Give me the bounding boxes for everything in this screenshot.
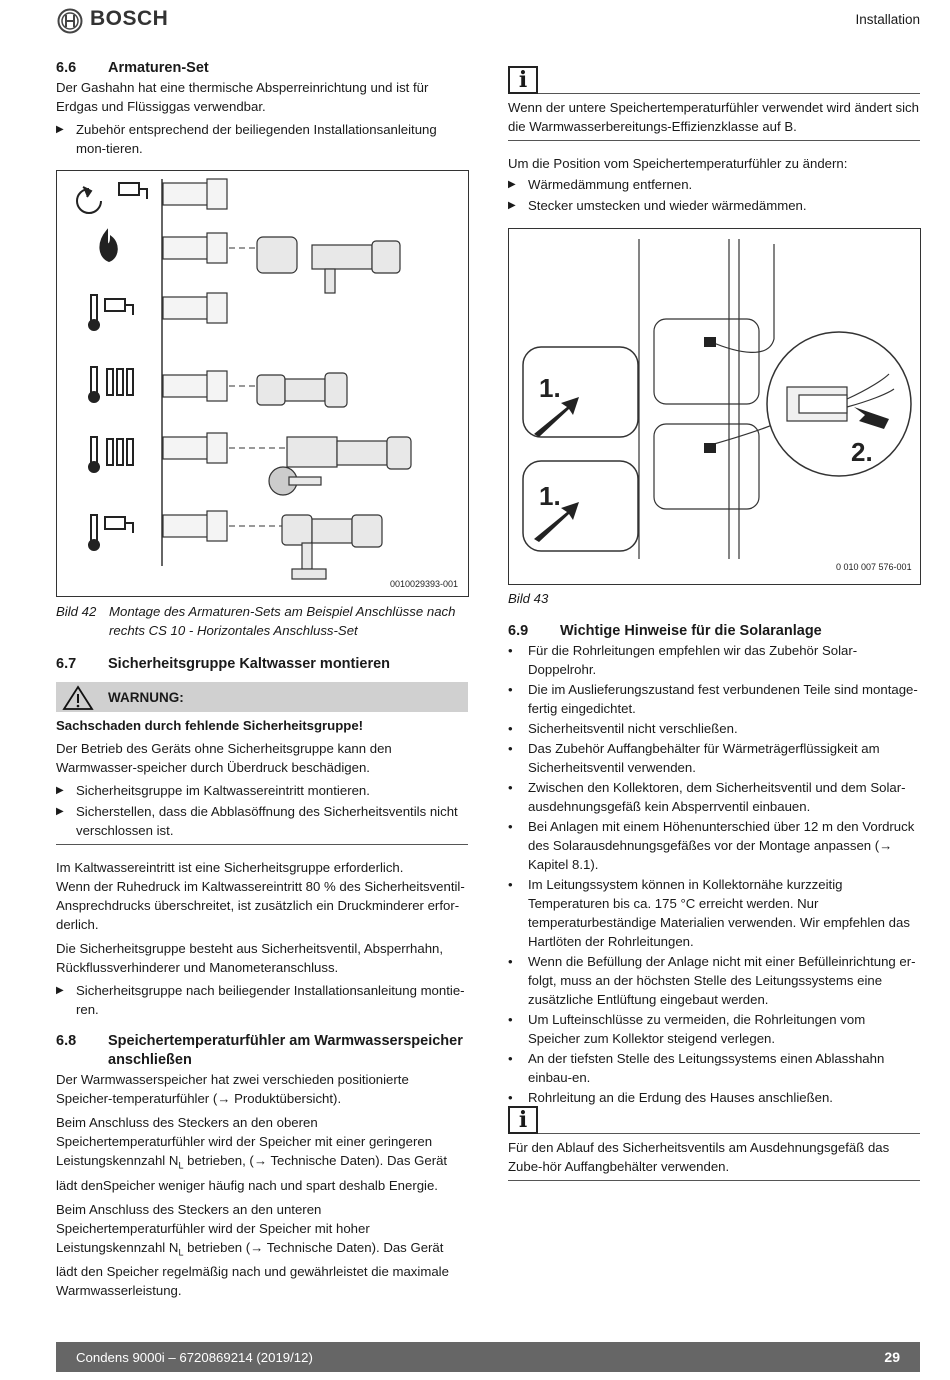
paragraph: Im Kaltwassereintritt ist eine Sicherheitsgruppe erforderlich. bbox=[56, 860, 404, 875]
bullet-dot-icon: • bbox=[508, 682, 513, 697]
list-item-text: Im Leitungssystem können in Kollektornähe kurzzeitig Temperaturen bis ca. 175 °C erreicht werden. Nur temperaturbeständige Materialien verwenden. Wir empfehlen das Hartlöten der Rohrleitungen. bbox=[528, 877, 910, 949]
figure-43 bbox=[508, 228, 921, 585]
step-1-label: 1. bbox=[539, 481, 561, 511]
info-icon: i bbox=[508, 66, 538, 94]
page-number: 29 bbox=[884, 1348, 900, 1365]
info-icon: i bbox=[508, 1106, 538, 1134]
paragraph: Beim Anschluss des Steckers an den unteren Speichertemperaturfühler wird der Speicher mit hoher Leistungskennzahl $N_L$ betrieben (→ Technische Daten). Das Gerät lädt den Speicher regelmäßig nach und gewährleistet die maximale Warmwasserleistung. bbox=[56, 1201, 449, 1299]
bullet-item: ▶ Stecker umstecken und wieder wärmedämmen. bbox=[508, 198, 807, 213]
list-item-text: Bei Anlagen mit einem Höhenunterschied über 12 m den Vordruck des Solarausdehnungsgefäßes vor der Montage anpassen (→ Kapitel 8.1). bbox=[528, 819, 915, 872]
divider bbox=[508, 1180, 920, 1181]
sensor-connector-illustration bbox=[509, 229, 920, 584]
brand-name: BOSCH bbox=[90, 7, 169, 30]
paragraph: Die Sicherheitsgruppe besteht aus Sicherheitsventil, Absperrhahn, Rückflussverhinderer und Manometeranschluss. bbox=[56, 941, 444, 975]
section-heading: 6.6 Armaturen-Set bbox=[56, 60, 209, 76]
arrow-bullet-icon: ▶ bbox=[56, 985, 64, 996]
list-item bbox=[508, 778, 920, 816]
list-item bbox=[508, 952, 920, 1009]
bullet-item: ▶ Sicherheitsgruppe im Kaltwassereintritt montieren. bbox=[56, 783, 370, 798]
list-item bbox=[508, 680, 920, 718]
section-6-6 bbox=[56, 59, 468, 158]
info-box-1 bbox=[508, 66, 920, 215]
section-title: Installation bbox=[855, 12, 920, 27]
arrow-bullet-icon: ▶ bbox=[56, 124, 64, 135]
figure-caption-43: Bild 43 bbox=[508, 591, 549, 606]
list-item bbox=[508, 1010, 920, 1048]
bullet-dot-icon: • bbox=[508, 780, 513, 795]
bullet-dot-icon: • bbox=[508, 1012, 513, 1027]
bosch-logo bbox=[56, 6, 176, 36]
arrow-bullet-icon: ▶ bbox=[508, 179, 516, 190]
paragraph: Der Warmwasserspeicher hat zwei verschieden positionierte Speicher-temperaturfühler (→ Produktübersicht). bbox=[56, 1072, 409, 1106]
bullet-dot-icon: • bbox=[508, 1051, 513, 1066]
paragraph: Wenn der Ruhedruck im Kaltwassereintritt 80 % des Sicherheitsventil-Ansprechdrucks überschreitet, ist zusätzlich ein Druckminderer erfor-derlich. bbox=[56, 879, 465, 932]
section-6-9 bbox=[508, 622, 920, 1107]
armaturen-set-illustration bbox=[57, 171, 468, 596]
step-2-label: 2. bbox=[851, 437, 873, 467]
page-footer bbox=[56, 1342, 920, 1372]
document-id: Condens 9000i – 6720869214 (2019/12) bbox=[76, 1349, 313, 1365]
section-heading: 6.7 Sicherheitsgruppe Kaltwasser montieren bbox=[56, 656, 391, 672]
warning-triangle-icon bbox=[56, 683, 108, 711]
bullet-dot-icon: • bbox=[508, 643, 513, 658]
bullet-dot-icon: • bbox=[508, 877, 513, 892]
paragraph: Um die Position vom Speichertemperaturfühler zu ändern: bbox=[508, 156, 848, 171]
list-item-text: Wenn die Befüllung der Anlage nicht mit einer Befülleinrichtung er-folgt, muss an der höchsten Stelle des Leitungssystems eine zusätzliche Entlüftung eingebaut werden. bbox=[528, 954, 916, 1007]
list-item bbox=[508, 817, 920, 874]
info-text: Für den Ablauf des Sicherheitsventils am Ausdehnungsgefäß das Zube-hör Auffangbehälter verwenden. bbox=[508, 1140, 890, 1174]
section-6-8 bbox=[56, 1032, 468, 1300]
paragraph: Beim Anschluss des Steckers an den oberen Speichertemperaturfühler wird der Speicher mit einer geringeren Leistungskennzahl $N_L$ betrieben, (→ Technische Daten). Das Gerät lädt denSpeicher weniger häufig nach und spart deshalb Energie. bbox=[56, 1115, 448, 1193]
bullet-item: ▶ Sicherstellen, dass die Abblasöffnung des Sicherheitsventils nicht verschlossen ist. bbox=[56, 804, 458, 838]
list-item-text: Rohrleitung an die Erdung des Hauses anschließen. bbox=[528, 1090, 833, 1105]
figure-code: 0010029393-001 bbox=[390, 579, 459, 589]
list-item-text: Um Lufteinschlüsse zu vermeiden, die Rohrleitungen vom Speicher zum Kollektor steigend verlegen. bbox=[528, 1012, 866, 1046]
bullet-item: ▶ Wärmedämmung entfernen. bbox=[508, 177, 693, 192]
divider bbox=[538, 1133, 920, 1134]
list-item bbox=[508, 641, 920, 679]
paragraph: Der Gashahn hat eine thermische Absperreinrichtung und ist für Erdgas und Flüssiggas verwendbar. bbox=[56, 80, 429, 114]
figure-code: 0 010 007 576-001 bbox=[836, 562, 912, 572]
figure-42 bbox=[56, 170, 469, 597]
list-item-text: Sicherheitsventil nicht verschließen. bbox=[528, 721, 738, 736]
warning-title: Sachschaden durch fehlende Sicherheitsgruppe! bbox=[56, 718, 364, 733]
info-box-2 bbox=[508, 1106, 920, 1181]
solar-notes-list bbox=[508, 641, 920, 1107]
list-item-text: Für die Rohrleitungen empfehlen wir das Zubehör Solar-Doppelrohr. bbox=[528, 643, 858, 677]
list-item bbox=[508, 719, 920, 738]
bullet-dot-icon: • bbox=[508, 741, 513, 756]
list-item bbox=[508, 1088, 920, 1107]
arrow-bullet-icon: ▶ bbox=[56, 785, 64, 796]
divider bbox=[538, 93, 920, 94]
step-1-label: 1. bbox=[539, 373, 561, 403]
info-text: Wenn der untere Speichertemperaturfühler verwendet wird ändert sich die Warmwasserbereitungs-Effizienzklasse auf B. bbox=[508, 100, 919, 134]
warning-bar bbox=[56, 682, 468, 712]
divider bbox=[56, 844, 468, 845]
bullet-item: ▶ Zubehör entsprechend der beiliegenden Installationsanleitung mon-tieren. bbox=[56, 122, 437, 156]
section-heading: 6.9 Wichtige Hinweise für die Solaranlage bbox=[508, 623, 822, 639]
list-item-text: An der tiefsten Stelle des Leitungssystems einen Ablasshahn einbau-en. bbox=[528, 1051, 885, 1085]
list-item-text: Das Zubehör Auffangbehälter für Wärmeträgerflüssigkeit am Sicherheitsventil verwenden. bbox=[528, 741, 880, 775]
list-item bbox=[508, 875, 920, 951]
bullet-dot-icon: • bbox=[508, 819, 513, 834]
bullet-dot-icon: • bbox=[508, 721, 513, 736]
section-6-7 bbox=[56, 655, 468, 1019]
divider bbox=[508, 140, 920, 141]
bullet-dot-icon: • bbox=[508, 1090, 513, 1105]
list-item bbox=[508, 739, 920, 777]
arrow-bullet-icon: ▶ bbox=[508, 200, 516, 211]
warning-label: WARNUNG: bbox=[108, 689, 184, 705]
bullet-item: ▶ Sicherheitsgruppe nach beiliegender Installationsanleitung montie-ren. bbox=[56, 983, 465, 1017]
list-item-text: Die im Auslieferungszustand fest verbundenen Teile sind montage-fertig eingedichtet. bbox=[528, 682, 918, 716]
section-heading: 6.8 Speichertemperaturfühler am Warmwasserspeicher anschließen bbox=[56, 1033, 463, 1068]
bullet-dot-icon: • bbox=[508, 954, 513, 969]
figure-caption-42: Bild 42 Montage des Armaturen-Sets am Beispiel Anschlüsse nach rechts CS 10 - Horizontales Anschluss-Set bbox=[56, 604, 456, 638]
warning-text: Der Betrieb des Geräts ohne Sicherheitsgruppe kann den Warmwasser-speicher durch Überdruck beschädigen. bbox=[56, 741, 392, 775]
list-item bbox=[508, 1049, 920, 1087]
list-item-text: Zwischen den Kollektoren, dem Sicherheitsventil und dem Solar-ausdehnungsgefäß kein Absperrventil einbauen. bbox=[528, 780, 906, 814]
arrow-bullet-icon: ▶ bbox=[56, 806, 64, 817]
